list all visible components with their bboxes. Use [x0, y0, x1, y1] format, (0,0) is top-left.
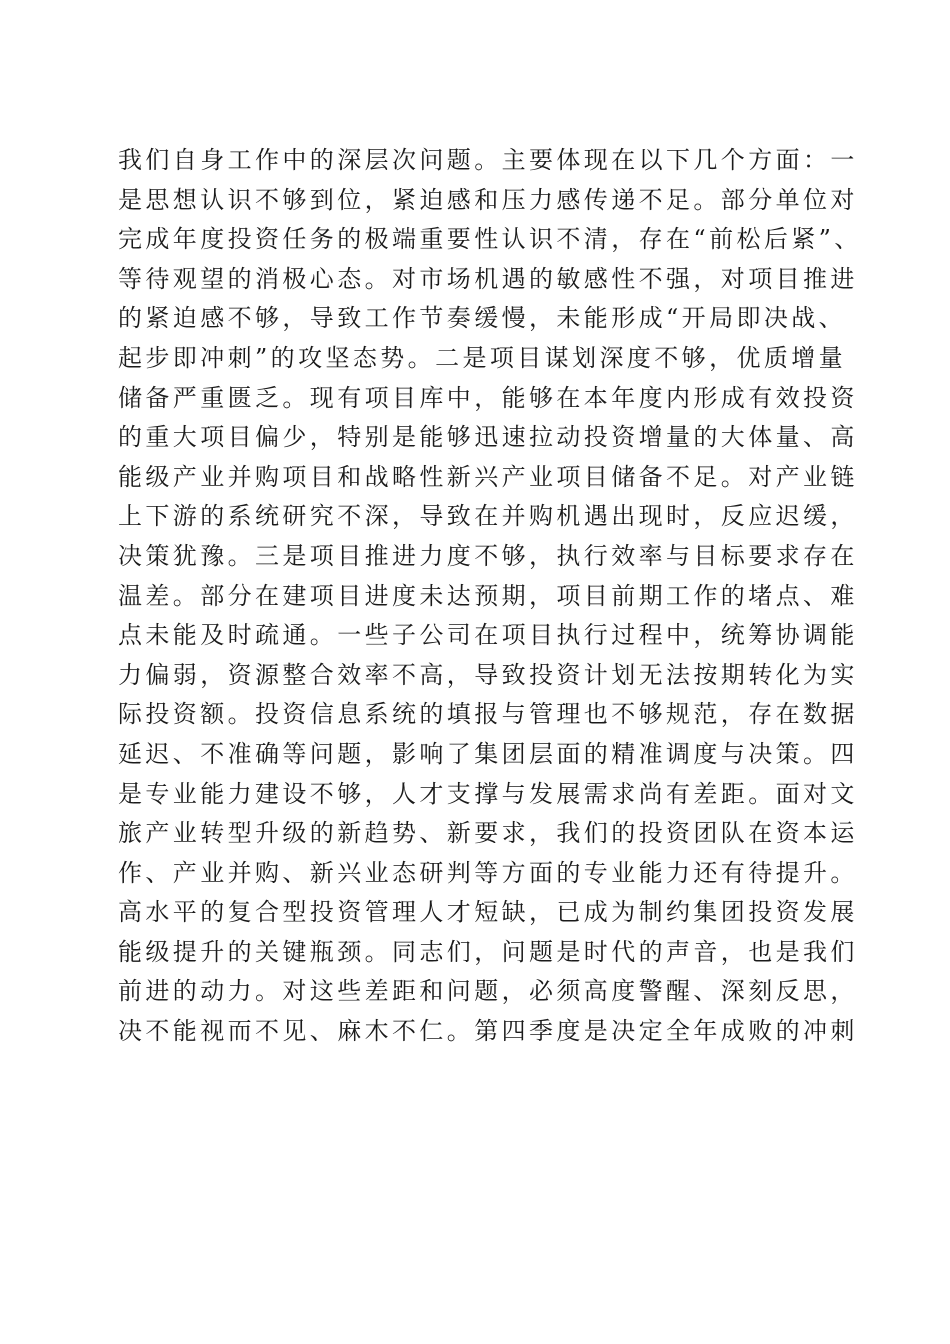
text-line: 决不能视而不见、麻木不仁。第四季度是决定全年成败的冲刺 — [118, 1017, 858, 1046]
text-line: 完成年度投资任务的极端重要性认识不清，存在“前松后紧”、 — [118, 225, 862, 254]
text-line: 是思想认识不够到位，紧迫感和压力感传递不足。部分单位对 — [118, 185, 858, 214]
text-line: 温差。部分在建项目进度未达预期，项目前期工作的堵点、难 — [118, 581, 858, 610]
text-line: 的紧迫感不够，导致工作节奏缓慢，未能形成“开局即决战、 — [118, 304, 847, 333]
text-line: 的重大项目偏少，特别是能够迅速拉动投资增量的大体量、高 — [118, 423, 858, 452]
body-paragraph — [118, 141, 862, 1052]
text-line: 我们自身工作中的深层次问题。主要体现在以下几个方面：一 — [118, 146, 858, 174]
text-line: 能级提升的关键瓶颈。同志们，问题是时代的声音，也是我们 — [118, 937, 858, 966]
text-line: 起步即冲刺”的攻坚态势。二是项目谋划深度不够，优质增量 — [118, 343, 847, 372]
text-line: 决策犹豫。三是项目推进力度不够，执行效率与目标要求存在 — [118, 541, 858, 570]
text-line: 是专业能力建设不够，人才支撑与发展需求尚有差距。面对文 — [118, 779, 858, 808]
text-line: 高水平的复合型投资管理人才短缺，已成为制约集团投资发展 — [118, 898, 858, 927]
text-line: 能级产业并购项目和战略性新兴产业项目储备不足。对产业链 — [118, 462, 858, 491]
text-line: 前进的动力。对这些差距和问题，必须高度警醒、深刻反思， — [118, 977, 858, 1006]
text-line: 上下游的系统研究不深，导致在并购机遇出现时，反应迟缓， — [118, 502, 858, 531]
text-line: 储备严重匮乏。现有项目库中，能够在本年度内形成有效投资 — [118, 383, 858, 412]
text-line: 等待观望的消极心态。对市场机遇的敏感性不强，对项目推进 — [118, 264, 858, 293]
text-line: 力偏弱，资源整合效率不高，导致投资计划无法按期转化为实 — [118, 660, 858, 689]
text-line: 点未能及时疏通。一些子公司在项目执行过程中，统筹协调能 — [118, 621, 858, 650]
text-line: 旅产业转型升级的新趋势、新要求，我们的投资团队在资本运 — [118, 819, 858, 848]
text-line: 延迟、不准确等问题，影响了集团层面的精准调度与决策。四 — [118, 739, 858, 768]
text-line: 际投资额。投资信息系统的填报与管理也不够规范，存在数据 — [118, 700, 858, 729]
text-line: 作、产业并购、新兴业态研判等方面的专业能力还有待提升。 — [118, 858, 858, 887]
